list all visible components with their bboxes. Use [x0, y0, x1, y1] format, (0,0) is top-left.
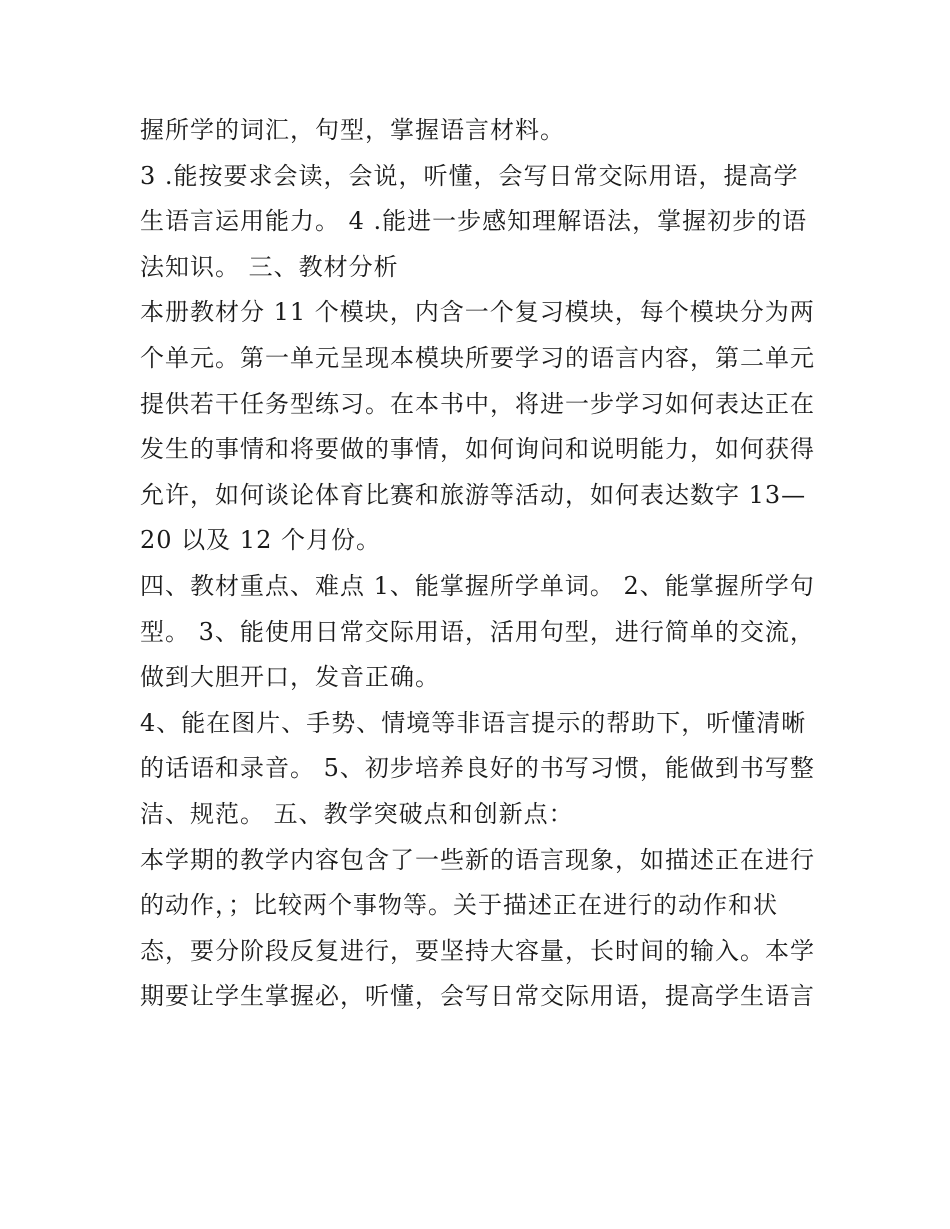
text-line: 本册教材分 11 个模块，内含一个复习模块，每个模块分为两	[140, 298, 815, 327]
text-line: 态，要分阶段反复进行，要坚持大容量，长时间的输入。本学	[140, 936, 815, 965]
text-line: 允许，如何谈论体育比赛和旅游等活动，如何表达数字 13—	[140, 480, 807, 509]
text-line: 握所学的词汇，句型，掌握语言材料。	[140, 116, 565, 144]
text-line: 生语言运用能力。 4 .能进一步感知理解语法，掌握初步的语	[140, 207, 808, 236]
text-line: 本学期的教学内容包含了一些新的语言现象，如描述正在进行	[140, 845, 815, 874]
text-line: 个单元。第一单元呈现本模块所要学习的语言内容，第二单元	[140, 343, 815, 372]
text-line: 3 .能按要求会读，会说，听懂，会写日常交际用语，提高学	[140, 161, 799, 190]
text-line: 的话语和录音。 5、初步培养良好的书写习惯，能做到书写整	[140, 754, 815, 783]
text-line: 做到大胆开口，发音正确。	[140, 663, 440, 692]
text-line: 20 以及 12 个月份。	[140, 526, 381, 555]
text-line: 4、能在图片、手势、情境等非语言提示的帮助下，听懂清晰	[140, 708, 807, 737]
text-line: 洁、规范。 五、教学突破点和创新点：	[140, 799, 574, 828]
text-line: 型。 3、能使用日常交际用语，活用句型，进行简单的交流，	[140, 617, 815, 646]
text-line: 期要让学生掌握必，听懂，会写日常交际用语，提高学生语言	[140, 982, 815, 1011]
text-line: 四、教材重点、难点 1、能掌握所学单词。 2、能掌握所学句	[140, 571, 815, 600]
text-line: 法知识。 三、教材分析	[140, 252, 399, 281]
text-line: 发生的事情和将要做的事情，如何询问和说明能力，如何获得	[140, 435, 815, 464]
text-line: 的动作，；比较两个事物等。关于描述正在进行的动作和状	[140, 891, 778, 920]
document-body	[140, 108, 820, 1020]
text-line: 提供若干任务型练习。在本书中，将进一步学习如何表达正在	[140, 389, 815, 418]
